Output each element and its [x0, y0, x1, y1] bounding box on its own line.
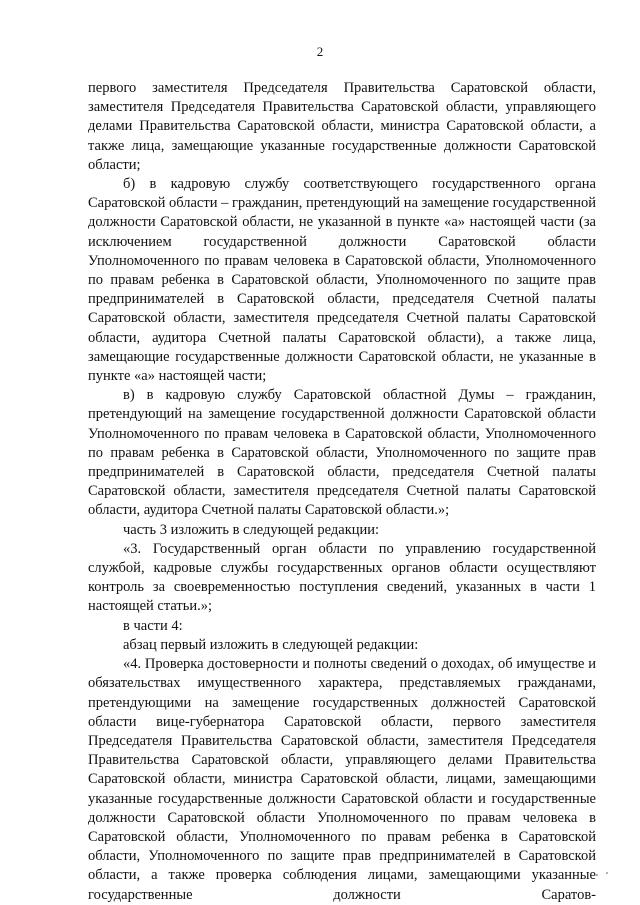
page-number: 2	[316, 44, 324, 59]
paragraph-part-4-instruction: в части 4:	[123, 617, 183, 634]
paragraph-part-4-text: «4. Проверка достоверности и полноты сведений о доходах, об имуществе и обязательствах имущественного характера, представляемых гражданами, претендующими на замещение государственных должностей Саратовской области вице-губернатора Саратовской области, первого заместителя Председателя Правительства Саратовской области, заместителя Председателя Правительства Саратовской области, управляющего делами Правительства Саратовской области, министра Саратовской области, лицами, замещающими указанные государственные должности Саратовской области и государственные должности Саратовской области Уполномоченного по правам человека в Саратовской области, Уполномоченного по правам ребенка в Саратовской области, Уполномоченного по защите прав предпринимателей в Саратовской области, а также проверка соблюдения лицами, замещающими указанные государственные должности Саратов-	[88, 656, 596, 903]
paragraph-first-paragraph-instruction: абзац первый изложить в следующей редакции:	[123, 636, 419, 653]
paragraph-part-3-instruction: часть 3 изложить в следующей редакции:	[123, 521, 380, 538]
scan-speck	[606, 872, 608, 874]
paragraph-item-v: в) в кадровую службу Саратовской областной Думы – гражданин, претендующий на замещение государственной должности Саратовской области Уполномоченного по правам человека в Саратовской области, Уполномоченного по правам ребенка в Саратовской области, Уполномоченного по защите прав предпринимателей в Саратовской области, председателя Счетной палаты Саратовской области, заместителя председателя Счетной палаты Саратовской области, аудитора Счетной палаты Саратовской области.»;	[88, 387, 596, 519]
paragraph-item-b: б) в кадровую службу соответствующего государственного органа Саратовской области – гражданин, претендующий на замещение государственной должности Саратовской области, не указанной в пункте «а» настоящей части (за исключением государственной должности Саратовской области Уполномоченного по правам человека в Саратовской области, Уполномоченного по правам ребенка в Саратовской области, Уполномоченного по защите прав предпринимателей в Саратовской области, председателя Счетной палаты Саратовской области, заместителя председателя Счетной палаты Саратовской области, аудитора Счетной палаты Саратовской области), а также лица, замещающие государственные должности Саратовской области, не указанные в пункте «а» настоящей части;	[88, 176, 596, 385]
paragraph-continuation: первого заместителя Председателя Правительства Саратовской области, заместителя Председателя Правительства Саратовской области, управляющего делами Правительства Саратовской области, министра Саратовской области, а также лица, замещающие указанные государственные должности Саратовской области;	[88, 80, 596, 173]
paragraph-part-3-text: «3. Государственный орган области по управлению государственной службой, кадровые службы государственных органов области осуществляют контроль за своевременностью поступления сведений, указанных в части 1 настоящей статьи.»;	[88, 540, 596, 615]
document-body	[88, 79, 596, 905]
scan-speck	[596, 874, 598, 876]
